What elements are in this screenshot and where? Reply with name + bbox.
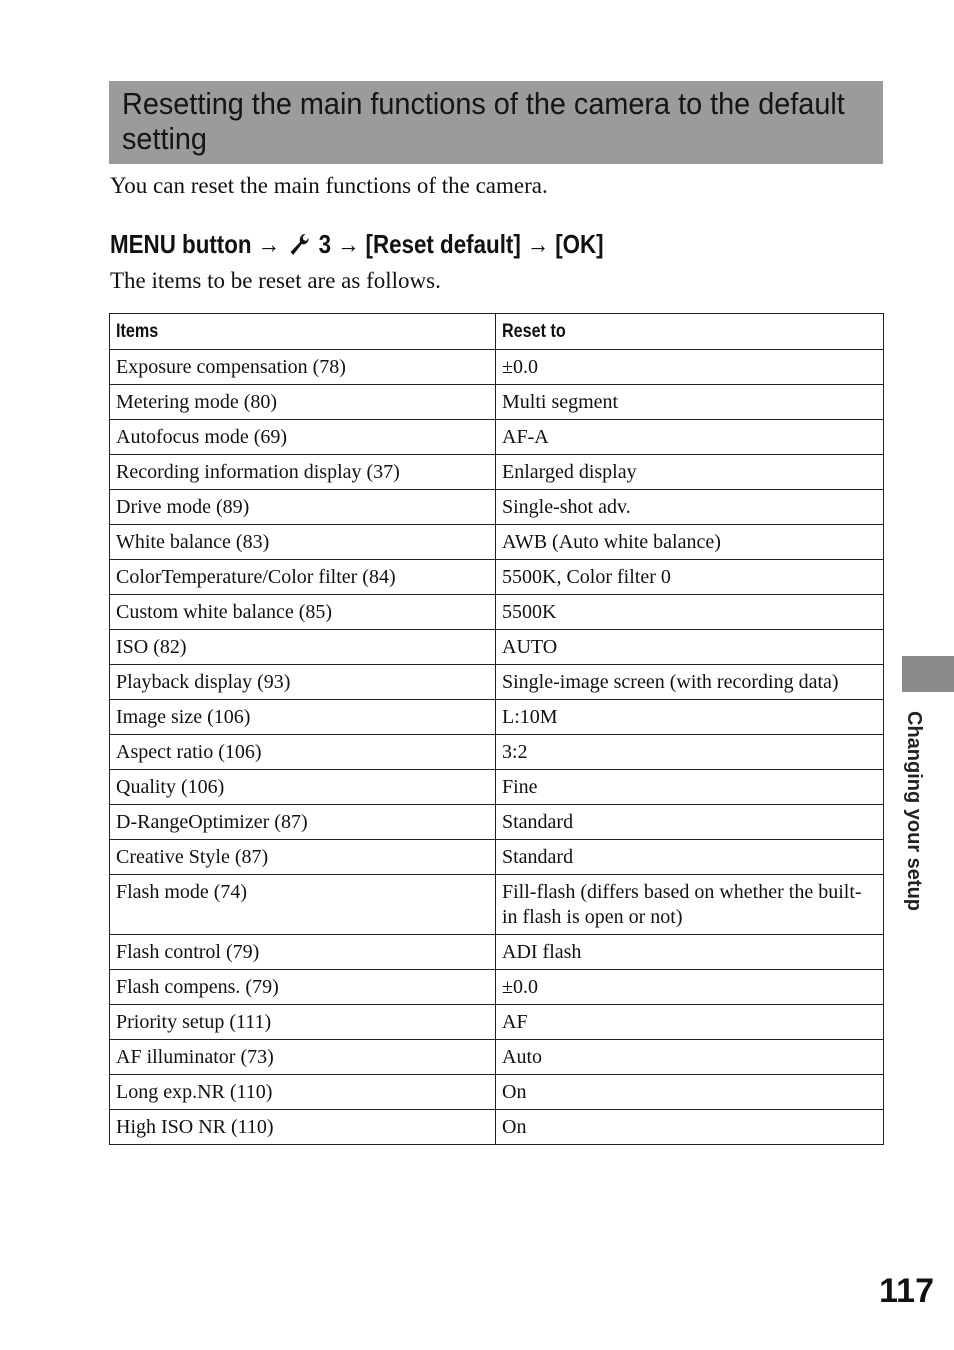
table-row — [110, 385, 884, 420]
reset-value-cell: Standard — [496, 805, 884, 840]
table-row — [110, 560, 884, 595]
table-row — [110, 455, 884, 490]
item-cell: Image size (106) — [110, 700, 496, 735]
arrow-icon: → — [257, 229, 280, 259]
item-cell: Playback display (93) — [110, 665, 496, 700]
table-row — [110, 1110, 884, 1145]
table-row — [110, 1005, 884, 1040]
reset-value-cell: AWB (Auto white balance) — [496, 525, 884, 560]
intro-text: You can reset the main functions of the camera. — [110, 173, 548, 198]
reset-items-table — [109, 313, 884, 1145]
item-cell: AF illuminator (73) — [110, 1040, 496, 1075]
table-row — [110, 350, 884, 385]
column-header-reset-to: Reset to — [496, 314, 884, 350]
item-cell: Quality (106) — [110, 770, 496, 805]
table-row — [110, 735, 884, 770]
table-intro: The items to be reset are as follows. — [110, 268, 441, 293]
item-cell: Metering mode (80) — [110, 385, 496, 420]
reset-value-cell: On — [496, 1075, 884, 1110]
arrow-icon: → — [337, 229, 360, 259]
item-cell: Autofocus mode (69) — [110, 420, 496, 455]
reset-value-cell: AF-A — [496, 420, 884, 455]
reset-value-cell: Auto — [496, 1040, 884, 1075]
setup-menu-number: 3 — [318, 229, 332, 259]
arrow-icon: → — [526, 229, 550, 259]
table-row — [110, 1075, 884, 1110]
table-row — [110, 700, 884, 735]
table-row — [110, 665, 884, 700]
item-cell: Custom white balance (85) — [110, 595, 496, 630]
reset-value-cell: ±0.0 — [496, 350, 884, 385]
chapter-label: Changing your setup — [903, 711, 925, 911]
reset-value-cell: 5500K — [496, 595, 884, 630]
reset-value-cell: ±0.0 — [496, 970, 884, 1005]
page-number: 117 — [879, 1272, 934, 1310]
table-row — [110, 935, 884, 970]
table-row — [110, 630, 884, 665]
table-row — [110, 805, 884, 840]
item-cell: Drive mode (89) — [110, 490, 496, 525]
ok-item: [OK] — [555, 229, 604, 259]
table-row — [110, 970, 884, 1005]
wrench-icon — [288, 232, 310, 256]
reset-value-cell: AUTO — [496, 630, 884, 665]
table-row — [110, 840, 884, 875]
item-cell: D-RangeOptimizer (87) — [110, 805, 496, 840]
item-cell: Aspect ratio (106) — [110, 735, 496, 770]
table-row — [110, 1040, 884, 1075]
reset-value-cell: Enlarged display — [496, 455, 884, 490]
item-cell: Long exp.NR (110) — [110, 1075, 496, 1110]
menu-button-label: MENU button — [110, 229, 252, 259]
item-cell: Flash compens. (79) — [110, 970, 496, 1005]
reset-value-cell: Single-image screen (with recording data) — [496, 665, 884, 700]
reset-value-cell: Fine — [496, 770, 884, 805]
column-header-items: Items — [110, 314, 496, 350]
chapter-tab — [902, 656, 954, 692]
item-cell: ColorTemperature/Color filter (84) — [110, 560, 496, 595]
item-cell: Creative Style (87) — [110, 840, 496, 875]
reset-value-cell: L:10M — [496, 700, 884, 735]
reset-value-cell: Standard — [496, 840, 884, 875]
item-cell: Priority setup (111) — [110, 1005, 496, 1040]
item-cell: Recording information display (37) — [110, 455, 496, 490]
table-body — [110, 350, 884, 1145]
table-row — [110, 595, 884, 630]
reset-default-item: [Reset default] — [365, 229, 521, 259]
section-title: Resetting the main functions of the camera to the default setting — [122, 86, 845, 156]
table-header-row — [110, 314, 884, 350]
table-row — [110, 770, 884, 805]
table-row — [110, 525, 884, 560]
item-cell: White balance (83) — [110, 525, 496, 560]
table-row — [110, 490, 884, 525]
menu-path — [110, 226, 604, 262]
reset-value-cell: 3:2 — [496, 735, 884, 770]
section-title-bar — [109, 81, 883, 164]
table-row — [110, 420, 884, 455]
reset-value-cell: Single-shot adv. — [496, 490, 884, 525]
reset-value-cell: ADI flash — [496, 935, 884, 970]
table-row — [110, 875, 884, 935]
reset-value-cell: 5500K, Color filter 0 — [496, 560, 884, 595]
item-cell: Flash mode (74) — [110, 875, 496, 935]
reset-value-cell: Multi segment — [496, 385, 884, 420]
reset-value-cell: AF — [496, 1005, 884, 1040]
reset-value-cell: Fill-flash (differs based on whether the built-in flash is open or not) — [496, 875, 884, 935]
item-cell: Exposure compensation (78) — [110, 350, 496, 385]
item-cell: ISO (82) — [110, 630, 496, 665]
item-cell: High ISO NR (110) — [110, 1110, 496, 1145]
reset-value-cell: On — [496, 1110, 884, 1145]
item-cell: Flash control (79) — [110, 935, 496, 970]
